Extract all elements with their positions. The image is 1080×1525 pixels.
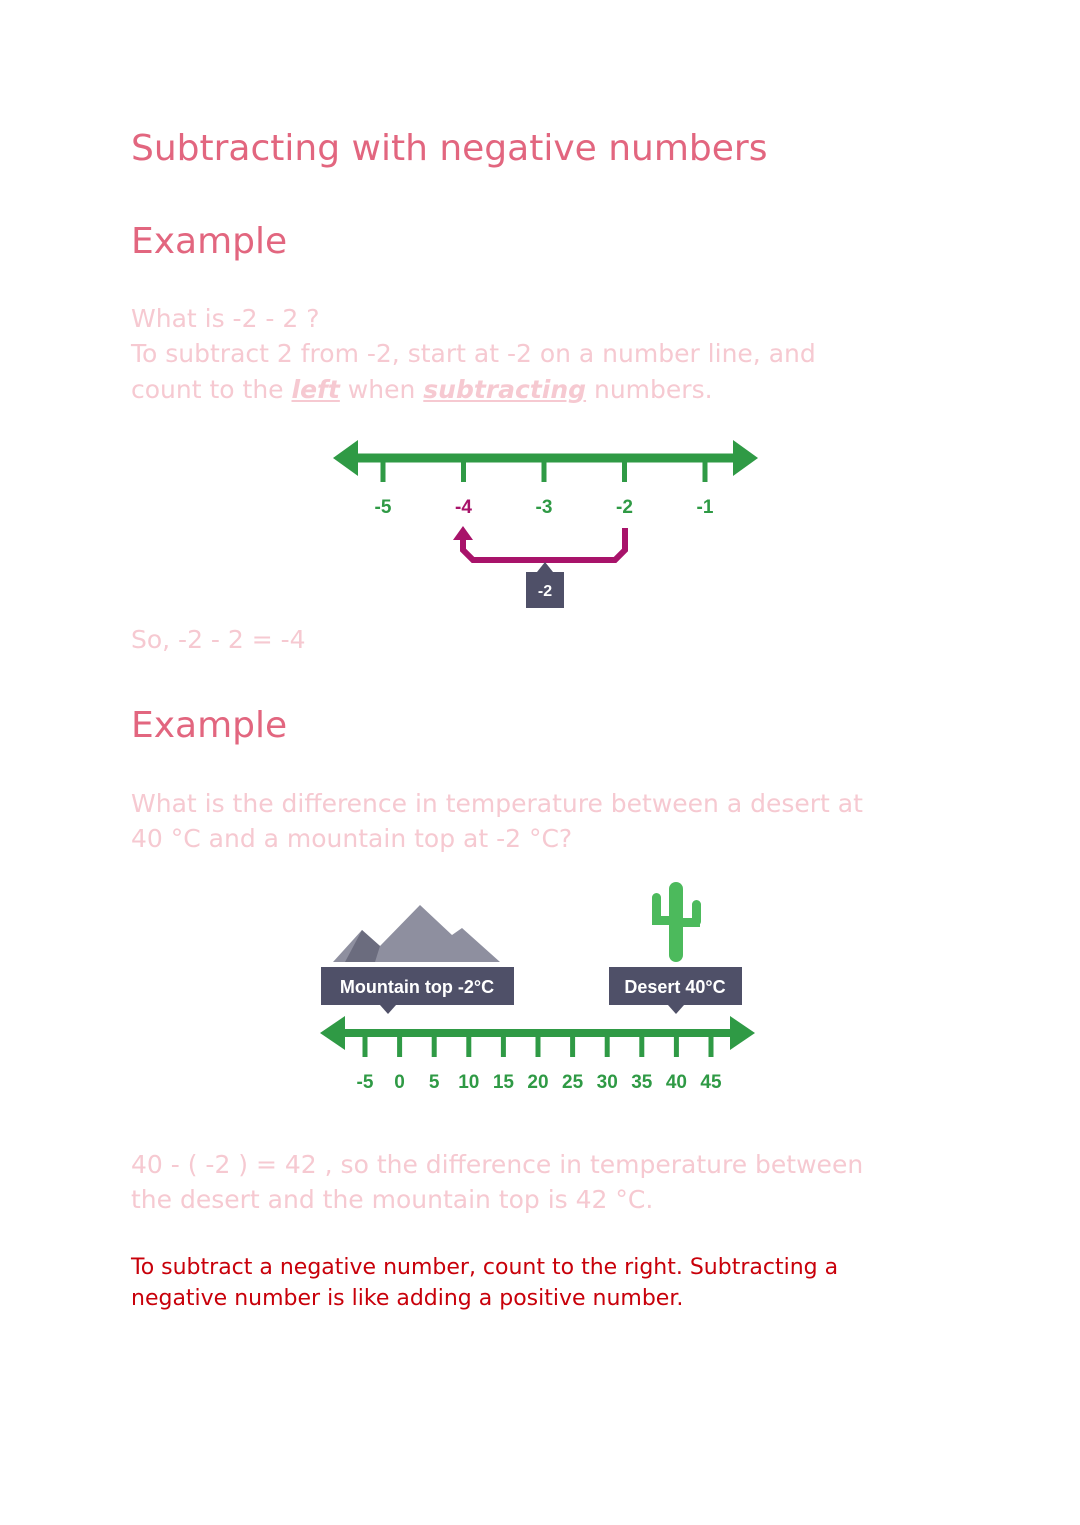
tick-label: 0 [394, 1072, 405, 1093]
text: count to the [131, 375, 292, 404]
example-heading-1: Example [131, 221, 288, 262]
up-arrow-icon [453, 526, 473, 540]
text: when [339, 375, 424, 404]
emphasis-subtracting: subtracting [423, 375, 587, 404]
example2-line1: What is the difference in temperature between a desert at [131, 789, 863, 818]
tick-label: 40 [665, 1072, 687, 1093]
example1-line1: To subtract 2 from -2, start at -2 on a number line, and [131, 339, 816, 368]
left-arrow-icon [333, 440, 358, 476]
tick-label: 5 [428, 1072, 440, 1093]
text: numbers. [586, 375, 713, 404]
tick-label: 30 [596, 1072, 618, 1093]
desert-label: Desert 40°C [624, 977, 726, 997]
tick-label: 45 [700, 1072, 722, 1093]
jump-label: -2 [537, 583, 553, 600]
tick-label: -5 [374, 497, 392, 518]
page-title: Subtracting with negative numbers [131, 128, 768, 169]
note-line2: negative number is like adding a positive number. [131, 1286, 684, 1311]
tick-label: 15 [492, 1072, 514, 1093]
tick-label: 25 [562, 1072, 584, 1093]
tick-label: -2 [616, 497, 633, 518]
mountain-label: Mountain top -2°C [339, 977, 495, 997]
right-arrow-icon [730, 1016, 755, 1050]
example1-question: What is -2 - 2 ? [131, 304, 320, 333]
example2-line2: 40 °C and a mountain top at -2 °C? [131, 824, 573, 853]
jump-bracket [463, 528, 625, 560]
box-pointer [537, 562, 553, 572]
pointer [668, 1005, 684, 1014]
emphasis-left: left [291, 375, 340, 404]
example2-answer1: 40 - ( -2 ) = 42 , so the difference in temperature between [131, 1150, 864, 1179]
tick-label: -3 [535, 497, 553, 518]
example-heading-2: Example [131, 705, 288, 746]
example2-answer2: the desert and the mountain top is 42 °C. [131, 1185, 654, 1214]
tick-label: -5 [356, 1072, 374, 1093]
pointer [380, 1005, 396, 1014]
tick-label: -4 [455, 497, 472, 518]
number-line-2 [320, 882, 755, 1093]
tick-label: 20 [527, 1072, 549, 1093]
left-arrow-icon [320, 1016, 345, 1050]
tick-label: -1 [696, 497, 714, 518]
note-line1: To subtract a negative number, count to the right. Subtracting a [131, 1255, 839, 1280]
cactus-icon [652, 882, 701, 962]
example1-answer: So, -2 - 2 = -4 [131, 625, 306, 654]
number-line-1 [333, 440, 758, 608]
tick-label: 10 [458, 1072, 480, 1093]
right-arrow-icon [733, 440, 758, 476]
tick-label: 35 [631, 1072, 653, 1093]
